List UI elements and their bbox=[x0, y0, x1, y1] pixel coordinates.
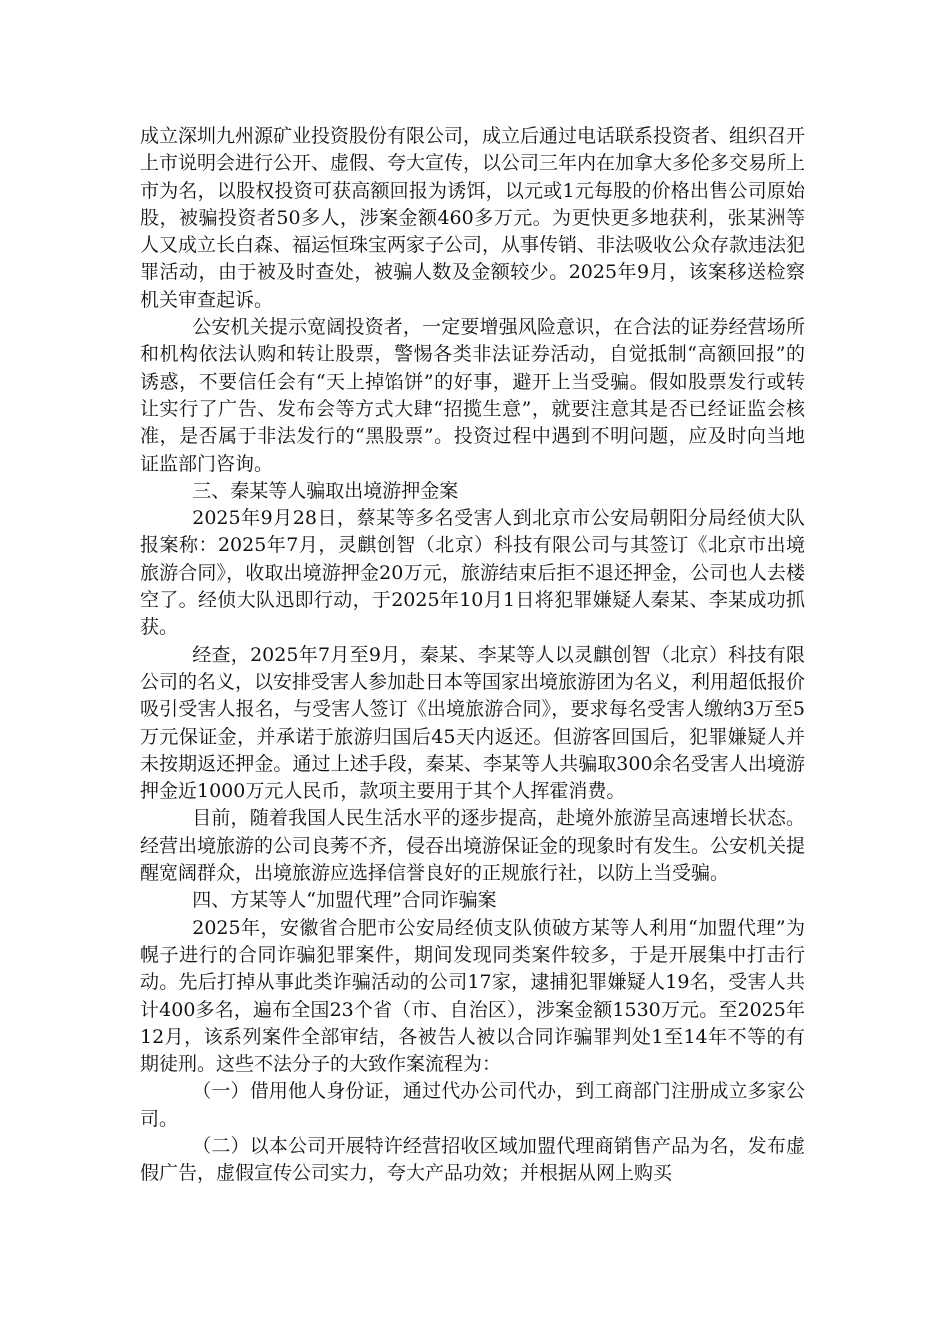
paragraph-tour-deposit-investigation: 经查，2025年7月至9月，秦某、李某等人以灵麒创智（北京）科技有限公司的名义，以安排受害人参加赴日本等国家出境旅游团为名义，利用超低报价吸引受害人报名，与受害人签订《出境旅游合同》，要求每名受害人缴纳3万至5万元保证金，并承诺于旅游归国后45天内返还。但游客回国后，犯罪嫌疑人并未按期返还押金。通过上述手段，秦某、李某等人共骗取300余名受害人出境游押金近1000万元人民币，款项主要用于其个人挥霍消费。 bbox=[140, 643, 806, 803]
paragraph-step-one: （一）借用他人身份证，通过代办公司代办，到工商部门注册成立多家公司。 bbox=[140, 1080, 805, 1130]
paragraph-tour-deposit-report: 2025年9月28日，蔡某等多名受害人到北京市公安局朝阳分局经侦大队报案称：2025年7月，灵麒创智（北京）科技有限公司与其签订《北京市出境旅游合同》，收取出境游押金20万元，旅游结束后拒不退还押金，公司也人去楼空了。经侦大队迅即行动，于2025年10月1日将犯罪嫌疑人秦某、李某成功抓获。 bbox=[140, 507, 805, 639]
paragraph-investor-warning: 公安机关提示宽阔投资者，一定要增强风险意识，在合法的证券经营场所和机构依法认购和转让股票，警惕各类非法证券活动，自觉抵制“高额回报”的诱惑，不要信任会有“天上掉馅饼”的好事，避开上当受骗。假如股票发行或转让实行了广告、发布会等方式大肆“招揽生意”，就要注意其是否已经证监会核准，是否属于非法发行的“黑股票”。投资过程中遇到不明问题，应及时向当地证监部门咨询。 bbox=[140, 316, 805, 475]
document-body bbox=[140, 123, 805, 1188]
paragraph-company-fraud-continued: 成立深圳九州源矿业投资股份有限公司，成立后通过电话联系投资者、组织召开上市说明会进行公开、虚假、夸大宣传，以公司三年内在加拿大多伦多交易所上市为名，以股权投资可获高额回报为诱饵，以元或1元每股的价格出售公司原始股，被骗投资者50多人，涉案金额460多万元。为更快更多地获利，张某洲等人又成立长白森、福运恒珠宝两家子公司，从事传销、非法吸收公众存款违法犯罪活动，由于被及时查处，被骗人数及金额较少。2025年9月，该案移送检察机关审查起诉。 bbox=[140, 125, 806, 311]
section-heading-four: 四、方某等人“加盟代理”合同诈骗案 bbox=[192, 889, 497, 912]
section-heading-three: 三、秦某等人骗取出境游押金案 bbox=[192, 479, 459, 502]
paragraph-tour-warning: 目前，随着我国人民生活水平的逐步提高，赴境外旅游呈高速增长状态。经营出境旅游的公司良莠不齐，侵吞出境游保证金的现象时有发生。公安机关提醒宽阔群众，出境旅游应选择信誉良好的正规旅行社，以防上当受骗。 bbox=[140, 807, 806, 885]
paragraph-franchise-fraud-case: 2025年，安徽省合肥市公安局经侦支队侦破方某等人利用“加盟代理”为幌子进行的合同诈骗犯罪案件，期间发现同类案件较多，于是开展集中打击行动。先后打掉从事此类诈骗活动的公司17家，逮捕犯罪嫌疑人19名，受害人共计400多名，遍布全国23个省（市、自治区），涉案金额1530万元。至2025年12月，该系列案件全部审结，各被告人被以合同诈骗罪判处1至14年不等的有期徒刑。这些不法分子的大致作案流程为： bbox=[140, 916, 805, 1076]
paragraph-step-two: （二）以本公司开展特许经营招收区域加盟代理商销售产品为名，发布虚假广告，虚假宣传公司实力，夸大产品功效；并根据从网上购买 bbox=[140, 1134, 805, 1185]
